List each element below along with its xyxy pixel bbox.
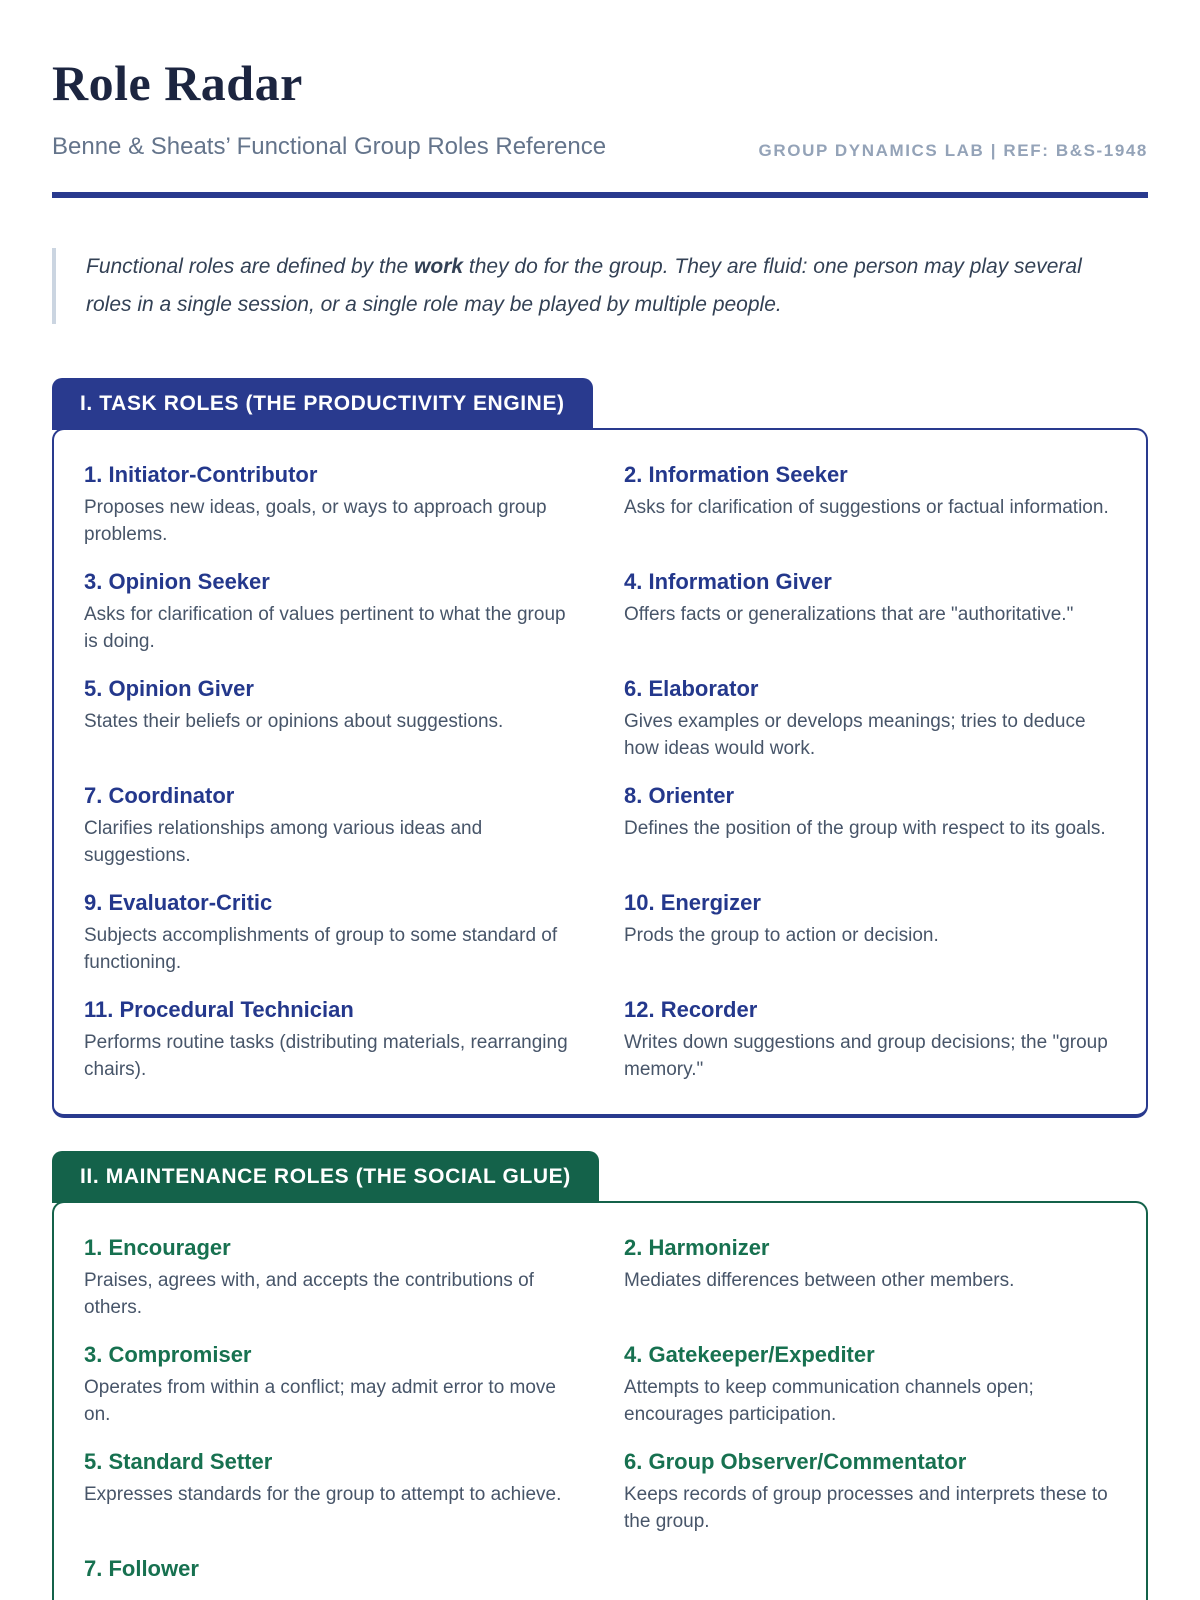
role-description: Proposes new ideas, goals, or ways to approach group problems. bbox=[84, 497, 547, 546]
role-title: 7. Coordinator bbox=[84, 782, 235, 808]
role-item bbox=[624, 781, 1116, 870]
role-item bbox=[84, 1340, 576, 1429]
role-title: 6. Group Observer/Commentator bbox=[624, 1448, 967, 1474]
role-description: Attempts to keep communication channels open; encourages participation. bbox=[624, 1377, 1034, 1426]
role-title: 2. Harmonizer bbox=[624, 1234, 770, 1260]
role-title: 10. Energizer bbox=[624, 889, 761, 915]
role-item bbox=[84, 674, 576, 763]
role-title: 6. Elaborator bbox=[624, 675, 759, 701]
role-title: 9. Evaluator-Critic bbox=[84, 889, 273, 915]
task-roles-grid bbox=[84, 460, 1116, 1084]
role-description: Asks for clarification of values pertinent to what the group is doing. bbox=[84, 604, 566, 653]
role-description: Operates from within a conflict; may admit error to move on. bbox=[84, 1377, 556, 1426]
role-description: Praises, agrees with, and accepts the contributions of others. bbox=[84, 1270, 534, 1319]
role-description: Gives examples or develops meanings; tries to deduce how ideas would work. bbox=[624, 711, 1086, 760]
section-maintenance-roles-header: II. MAINTENANCE ROLES (THE SOCIAL GLUE) bbox=[52, 1151, 599, 1203]
intro-quote bbox=[52, 248, 1112, 324]
role-item bbox=[84, 460, 576, 549]
role-title: 7. Follower bbox=[84, 1555, 199, 1581]
role-description: States their beliefs or opinions about suggestions. bbox=[84, 711, 504, 733]
role-title: 4. Information Giver bbox=[624, 568, 832, 594]
role-item bbox=[624, 1233, 1116, 1322]
role-item bbox=[624, 995, 1116, 1084]
role-title: 2. Information Seeker bbox=[624, 461, 848, 487]
role-description: Mediates differences between other members. bbox=[624, 1270, 1015, 1292]
role-title: 12. Recorder bbox=[624, 996, 758, 1022]
role-item bbox=[624, 1340, 1116, 1429]
section-maintenance-roles bbox=[52, 1151, 1148, 1600]
role-item bbox=[84, 995, 576, 1084]
page-title: Role Radar bbox=[52, 55, 303, 111]
role-description: Expresses standards for the group to attempt to achieve. bbox=[84, 1484, 562, 1506]
role-description: Clarifies relationships among various ideas and suggestions. bbox=[84, 818, 483, 867]
header-row bbox=[52, 126, 1148, 168]
role-description: Asks for clarification of suggestions or factual information. bbox=[624, 497, 1109, 519]
role-title: 11. Procedural Technician bbox=[84, 996, 354, 1022]
intro-text-bold: work bbox=[414, 255, 464, 278]
role-title: 1. Encourager bbox=[84, 1234, 231, 1260]
role-item bbox=[624, 567, 1116, 656]
intro-text-pre: Functional roles are defined by the bbox=[86, 255, 415, 278]
role-title: 1. Initiator-Contributor bbox=[84, 461, 318, 487]
role-title: 5. Standard Setter bbox=[84, 1448, 273, 1474]
role-description: Keeps records of group processes and interprets these to the group. bbox=[624, 1484, 1108, 1533]
header-divider bbox=[52, 192, 1148, 198]
role-description: Writes down suggestions and group decisions; the "group memory." bbox=[624, 1032, 1108, 1081]
role-description: Prods the group to action or decision. bbox=[624, 925, 939, 947]
role-item bbox=[84, 1233, 576, 1322]
role-item bbox=[84, 567, 576, 656]
role-description: Subjects accomplishments of group to some standard of functioning. bbox=[84, 925, 558, 974]
role-item bbox=[624, 1447, 1116, 1536]
maintenance-roles-grid bbox=[84, 1233, 1116, 1589]
role-item bbox=[84, 1554, 576, 1589]
section-maintenance-roles-box bbox=[52, 1201, 1148, 1600]
section-task-roles-header: I. TASK ROLES (THE PRODUCTIVITY ENGINE) bbox=[52, 378, 593, 430]
role-item bbox=[624, 888, 1116, 977]
role-item bbox=[84, 1447, 576, 1536]
role-item bbox=[84, 781, 576, 870]
role-title: 8. Orienter bbox=[624, 782, 735, 808]
role-item bbox=[84, 888, 576, 977]
role-title: 3. Compromiser bbox=[84, 1341, 252, 1367]
role-title: 4. Gatekeeper/Expediter bbox=[624, 1341, 875, 1367]
role-title: 3. Opinion Seeker bbox=[84, 568, 270, 594]
section-task-roles bbox=[52, 378, 1148, 1118]
reference-label: GROUP DYNAMICS LAB | REF: B&S-1948 bbox=[758, 140, 1148, 160]
role-title: 5. Opinion Giver bbox=[84, 675, 254, 701]
page-subtitle: Benne & Sheats’ Functional Group Roles Reference bbox=[52, 133, 607, 160]
role-item bbox=[624, 674, 1116, 763]
role-description: Offers facts or generalizations that are "authoritative." bbox=[624, 604, 1074, 626]
section-task-roles-box bbox=[52, 428, 1148, 1118]
role-item bbox=[624, 460, 1116, 549]
intro-text-post: they do for the group. They are fluid: one person may play several roles in a single session, or a single role may be played by multiple people. bbox=[86, 255, 1082, 316]
role-description: Performs routine tasks (distributing materials, rearranging chairs). bbox=[84, 1032, 568, 1081]
role-description: Defines the position of the group with respect to its goals. bbox=[624, 818, 1106, 840]
